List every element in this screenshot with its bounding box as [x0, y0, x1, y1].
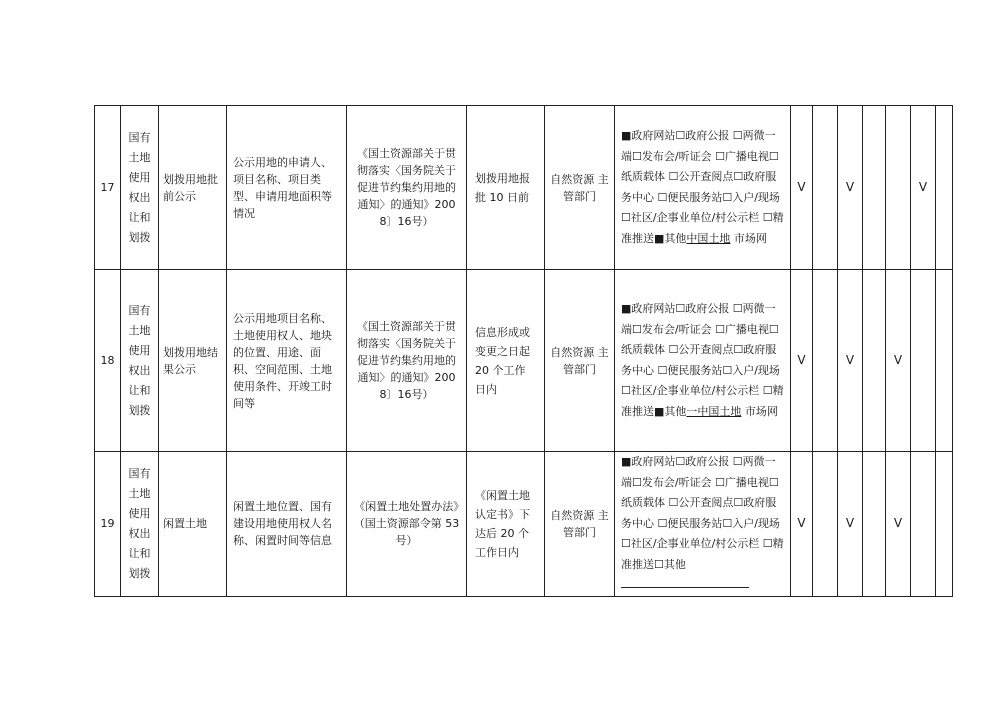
mark-cell [813, 452, 838, 597]
item-cell: 划拨用地结果公示 [159, 270, 227, 452]
table-row [95, 270, 953, 452]
channels-other-tail: 市场网 [730, 231, 767, 245]
channels-text: ■政府网站☐政府公报 ☐两微一端☐发布会/听证会 ☐广播电视☐纸质载体 ☐公开查阅点☐政府服务中心 ☐便民服务站☐入户/现场 ☐社区/企事业单位/村公示栏 ☐精准推送■其他 [621, 302, 784, 418]
mark-cell: V [911, 106, 936, 270]
channels-other-tail: 市场网 [741, 404, 778, 418]
mark-cell [936, 270, 953, 452]
channels-text: ■政府网站☐政府公报 ☐两微一端☐发布会/听证会 ☐广播电视☐纸质载体 ☐公开查阅点☐政府服务中心 ☐便民服务站☐入户/现场 ☐社区/企事业单位/村公示栏 ☐精准推送☐其他 [621, 455, 784, 571]
mark-cell: V [838, 270, 863, 452]
row-number: 17 [95, 106, 121, 270]
item-cell: 划拨用地批前公示 [159, 106, 227, 270]
channels-cell [615, 106, 791, 270]
category-cell: 国有土地使用权出让和划拨 [121, 270, 159, 452]
disclosure-table [94, 105, 953, 597]
channels-text: ■政府网站☐政府公报 ☐两微一端☐发布会/听证会 ☐广播电视☐纸质载体 ☐公开查阅点☐政府服务中心 ☐便民服务站☐入户/现场 ☐社区/企事业单位/村公示栏 ☐精准推送■其他 [621, 129, 784, 245]
time-limit-cell: 划拨用地报批 10 日前 [467, 106, 545, 270]
mark-cell [813, 270, 838, 452]
mark-cell: V [791, 106, 813, 270]
mark-cell: V [791, 452, 813, 597]
mark-cell [936, 106, 953, 270]
row-number: 19 [95, 452, 121, 597]
channels-cell [615, 452, 791, 597]
item-cell: 闲置土地 [159, 452, 227, 597]
mark-cell [886, 106, 911, 270]
responsible-org-cell: 自然资源 主管部门 [545, 270, 615, 452]
channels-other-link: 中国土地 [686, 231, 731, 245]
mark-cell [813, 106, 838, 270]
content-cell: 公示用地项目名称、土地使用权人、地块的位置、用途、面积、空间范围、土地使用条件、开竣工时间等 [227, 270, 347, 452]
fill-in-blank [621, 575, 749, 588]
mark-cell: V [886, 452, 911, 597]
mark-cell [936, 452, 953, 597]
responsible-org-cell: 自然资源 主管部门 [545, 452, 615, 597]
mark-cell [863, 452, 886, 597]
channels-cell [615, 270, 791, 452]
mark-cell [911, 452, 936, 597]
basis-cell: 《国土资源部关于贯彻落实〈国务院关于促进节约集约用地的通知〉的通知》2008〕16号） [347, 106, 467, 270]
mark-cell [863, 106, 886, 270]
content-cell: 公示用地的申请人、项目名称、项目类型、申请用地面积等情况 [227, 106, 347, 270]
table-row [95, 452, 953, 597]
time-limit-cell: 信息形成或变更之日起 20 个工作日内 [467, 270, 545, 452]
mark-cell: V [838, 106, 863, 270]
basis-cell: 《国土资源部关于贯彻落实〈国务院关于促进节约集约用地的通知〉的通知》2008〕16号） [347, 270, 467, 452]
responsible-org-cell: 自然资源 主管部门 [545, 106, 615, 270]
mark-cell: V [791, 270, 813, 452]
row-number: 18 [95, 270, 121, 452]
content-cell: 闲置土地位置、国有建设用地使用权人名称、闲置时间等信息 [227, 452, 347, 597]
category-cell: 国有土地使用权出让和划拨 [121, 106, 159, 270]
time-limit-cell: 《闲置土地认定书》下达后 20 个工作日内 [467, 452, 545, 597]
category-cell: 国有土地使用权出让和划拨 [121, 452, 159, 597]
table-row [95, 106, 953, 270]
mark-cell [911, 270, 936, 452]
channels-other-link: 一中国土地 [686, 404, 742, 418]
mark-cell: V [838, 452, 863, 597]
basis-cell: 《闲置土地处置办法》（国土资源部令第 53 号） [347, 452, 467, 597]
mark-cell [863, 270, 886, 452]
mark-cell: V [886, 270, 911, 452]
